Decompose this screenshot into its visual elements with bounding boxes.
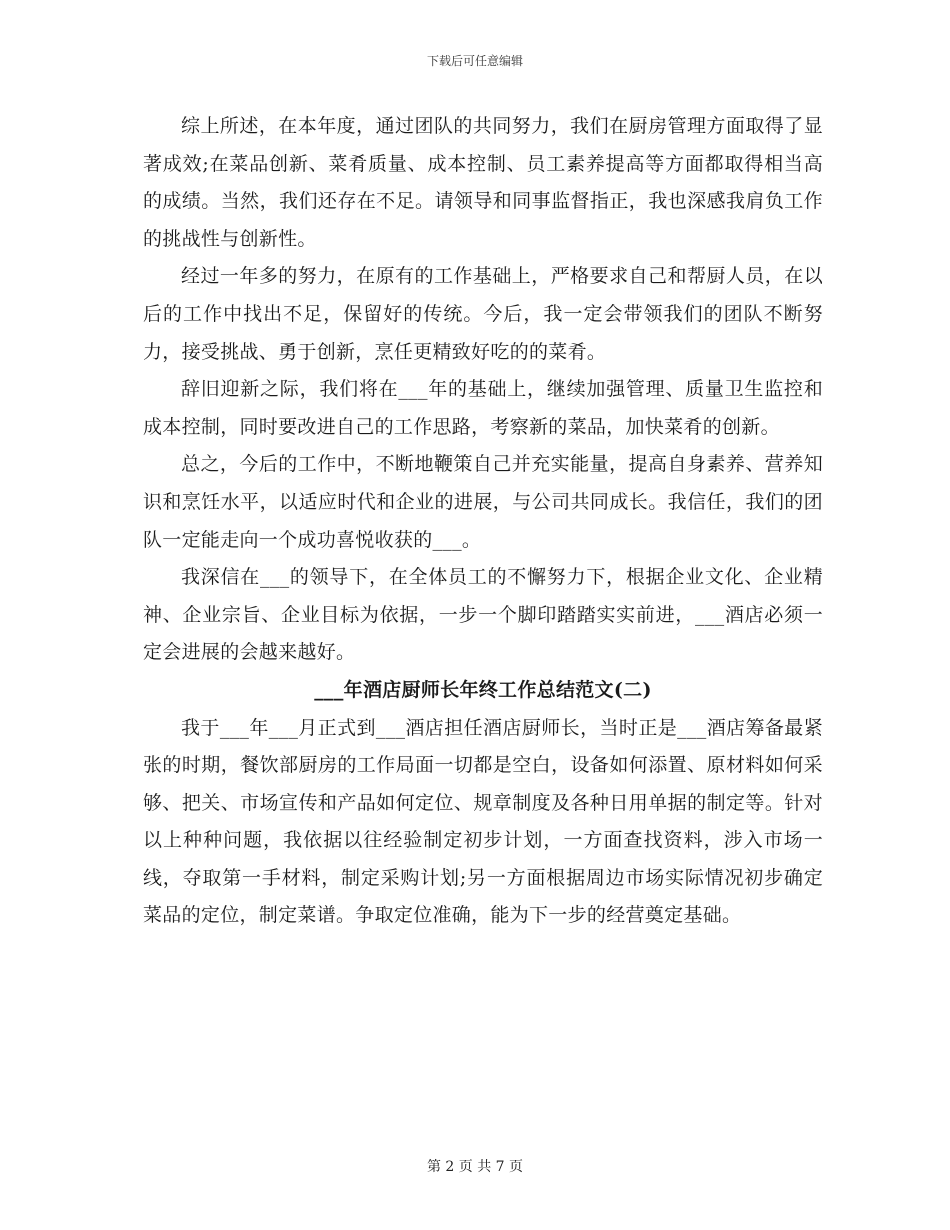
paragraph-conclusion: 总之，今后的工作中，不断地鞭策自己并充实能量，提高自身素养、营养知识和烹饪水平，以适应时代和企业的进展，与公司共同成长。我信任，我们的团队一定能走向一个成功喜悦收获的___。 (143, 453, 823, 551)
paragraph-confidence: 我深信在___的领导下，在全体员工的不懈努力下，根据企业文化、企业精神、企业宗旨、企业目标为依据，一步一个脚印踏踏实实前进，___酒店必须一定会进展的会越来越好。 (143, 566, 823, 664)
section-title: ___年酒店厨师长年终工作总结范文(二) (314, 678, 652, 701)
page-number-footer: 第 2 页 共 7 页 (426, 1159, 524, 1175)
paragraph-new-year: 辞旧迎新之际，我们将在___年的基础上，继续加强管理、质量卫生监控和成本控制，同时要改进自己的工作思路，考察新的菜品，加快菜肴的创新。 (143, 378, 823, 438)
document-body (143, 108, 823, 935)
paragraph-effort: 经过一年多的努力，在原有的工作基础上，严格要求自己和帮厨人员，在以后的工作中找出不足，保留好的传统。今后，我一定会带领我们的团队不断努力，接受挑战、勇于创新，烹任更精致好吃的的菜肴。 (143, 265, 823, 363)
paragraph-appointment: 我于___年___月正式到___酒店担任酒店厨师长，当时正是___酒店筹备最紧张的时期，餐饮部厨房的工作局面一切都是空白，设备如何添置、原材料如何采够、把关、市场宣传和产品如何定位、规章制度及各种日用单据的制定等。针对以上种种问题，我依据以往经验制定初步计划，一方面查找资料，涉入市场一线，夺取第一手材料，制定采购计划;另一方面根据周边市场实际情况初步确定菜品的定位，制定菜谱。争取定位准确，能为下一步的经营奠定基础。 (143, 716, 823, 927)
page-header-note: 下载后可任意编辑 (426, 54, 523, 68)
paragraph-summary: 综上所述，在本年度，通过团队的共同努力，我们在厨房管理方面取得了显著成效;在菜品创新、菜肴质量、成本控制、员工素养提高等方面都取得相当高的成绩。当然，我们还存在不足。请领导和同事监督指正，我也深感我肩负工作的挑战性与创新性。 (143, 115, 823, 250)
